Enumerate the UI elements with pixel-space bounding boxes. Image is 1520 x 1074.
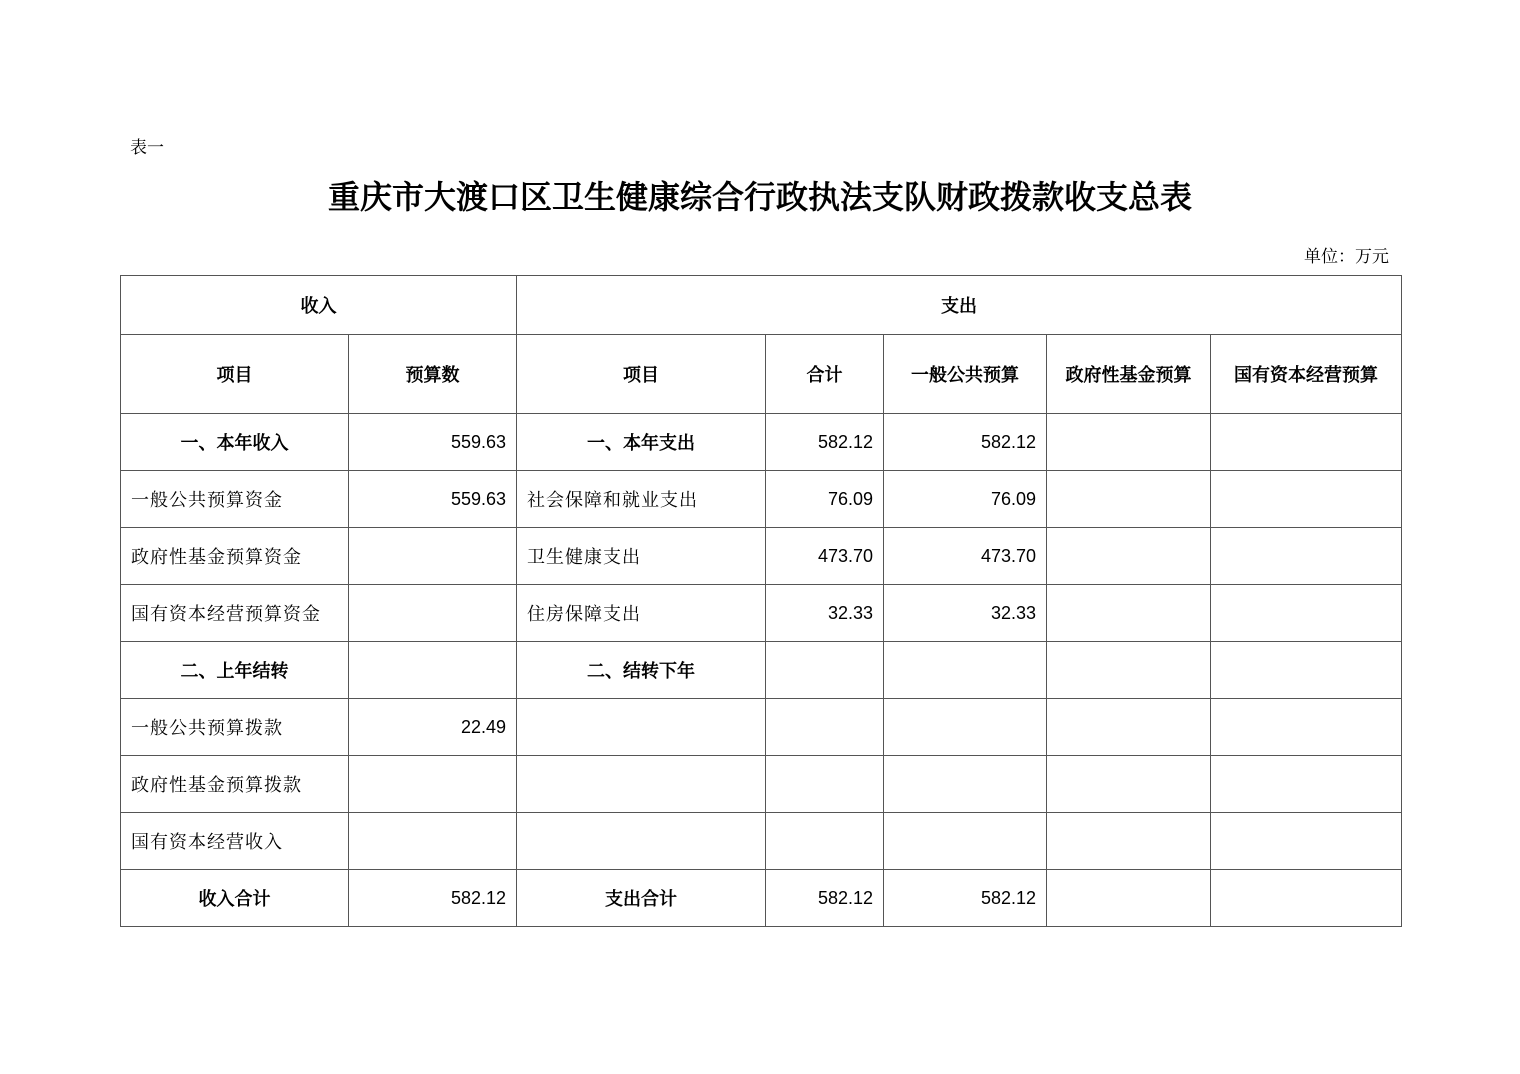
income-value-cell: 22.49 [349, 699, 517, 756]
fund-budget-cell [1047, 414, 1211, 471]
general-budget-cell [884, 699, 1047, 756]
table-row [121, 414, 1402, 471]
table-row [121, 528, 1402, 585]
income-item-cell: 一般公共预算拨款 [121, 699, 349, 756]
expense-item-cell: 住房保障支出 [517, 585, 766, 642]
state-capital-cell [1211, 414, 1402, 471]
fund-budget-cell [1047, 528, 1211, 585]
income-value-cell [349, 813, 517, 870]
income-value-cell: 559.63 [349, 471, 517, 528]
expense-item-cell: 一、本年支出 [517, 414, 766, 471]
expense-total-cell: 582.12 [766, 414, 884, 471]
table-row [121, 756, 1402, 813]
table-row [121, 585, 1402, 642]
income-item-cell: 政府性基金预算资金 [121, 528, 349, 585]
expense-total-cell [766, 699, 884, 756]
income-value-cell: 559.63 [349, 414, 517, 471]
state-capital-cell [1211, 585, 1402, 642]
state-capital-cell [1211, 870, 1402, 927]
expense-item-cell [517, 756, 766, 813]
table-row [121, 813, 1402, 870]
expense-total-cell [766, 813, 884, 870]
income-item-cell: 一般公共预算资金 [121, 471, 349, 528]
income-item-cell: 政府性基金预算拨款 [121, 756, 349, 813]
expense-item-cell [517, 813, 766, 870]
general-budget-cell: 582.12 [884, 414, 1047, 471]
unit-label: 单位：万元 [1304, 247, 1389, 267]
fund-budget-cell [1047, 870, 1211, 927]
expense-total-cell [766, 756, 884, 813]
expense-item-cell: 社会保障和就业支出 [517, 471, 766, 528]
state-capital-cell [1211, 528, 1402, 585]
income-item-cell: 国有资本经营收入 [121, 813, 349, 870]
income-item-cell: 国有资本经营预算资金 [121, 585, 349, 642]
column-header: 一般公共预算 [884, 335, 1047, 414]
expense-total-cell: 32.33 [766, 585, 884, 642]
general-budget-cell [884, 642, 1047, 699]
page-title: 重庆市大渡口区卫生健康综合行政执法支队财政拨款收支总表 [327, 178, 1192, 216]
fund-budget-cell [1047, 471, 1211, 528]
state-capital-cell [1211, 813, 1402, 870]
income-value-cell [349, 528, 517, 585]
income-item-cell: 二、上年结转 [121, 642, 349, 699]
column-header: 合计 [766, 335, 884, 414]
table-row [121, 471, 1402, 528]
general-budget-cell: 473.70 [884, 528, 1047, 585]
column-header: 预算数 [349, 335, 517, 414]
expense-item-cell [517, 699, 766, 756]
income-value-cell [349, 756, 517, 813]
table-row [121, 699, 1402, 756]
group-header-row [121, 276, 1402, 335]
income-item-cell: 一、本年收入 [121, 414, 349, 471]
general-budget-cell: 582.12 [884, 870, 1047, 927]
income-value-cell [349, 585, 517, 642]
income-group-header: 收入 [121, 276, 517, 335]
table-label: 表一 [130, 138, 164, 158]
state-capital-cell [1211, 471, 1402, 528]
table-row [121, 870, 1402, 927]
expense-group-header: 支出 [517, 276, 1402, 335]
fund-budget-cell [1047, 699, 1211, 756]
income-item-cell: 收入合计 [121, 870, 349, 927]
fund-budget-cell [1047, 585, 1211, 642]
expense-item-cell: 卫生健康支出 [517, 528, 766, 585]
budget-summary-table [120, 275, 1402, 927]
table-row [121, 642, 1402, 699]
expense-item-cell: 支出合计 [517, 870, 766, 927]
fund-budget-cell [1047, 813, 1211, 870]
expense-total-cell: 76.09 [766, 471, 884, 528]
state-capital-cell [1211, 756, 1402, 813]
general-budget-cell: 32.33 [884, 585, 1047, 642]
fund-budget-cell [1047, 756, 1211, 813]
column-header-row [121, 335, 1402, 414]
general-budget-cell [884, 813, 1047, 870]
general-budget-cell [884, 756, 1047, 813]
expense-total-cell: 582.12 [766, 870, 884, 927]
expense-total-cell [766, 642, 884, 699]
general-budget-cell: 76.09 [884, 471, 1047, 528]
expense-item-cell: 二、结转下年 [517, 642, 766, 699]
column-header: 项目 [121, 335, 349, 414]
income-value-cell [349, 642, 517, 699]
column-header: 国有资本经营预算 [1211, 335, 1402, 414]
expense-total-cell: 473.70 [766, 528, 884, 585]
column-header: 政府性基金预算 [1047, 335, 1211, 414]
state-capital-cell [1211, 699, 1402, 756]
column-header: 项目 [517, 335, 766, 414]
state-capital-cell [1211, 642, 1402, 699]
income-value-cell: 582.12 [349, 870, 517, 927]
fund-budget-cell [1047, 642, 1211, 699]
